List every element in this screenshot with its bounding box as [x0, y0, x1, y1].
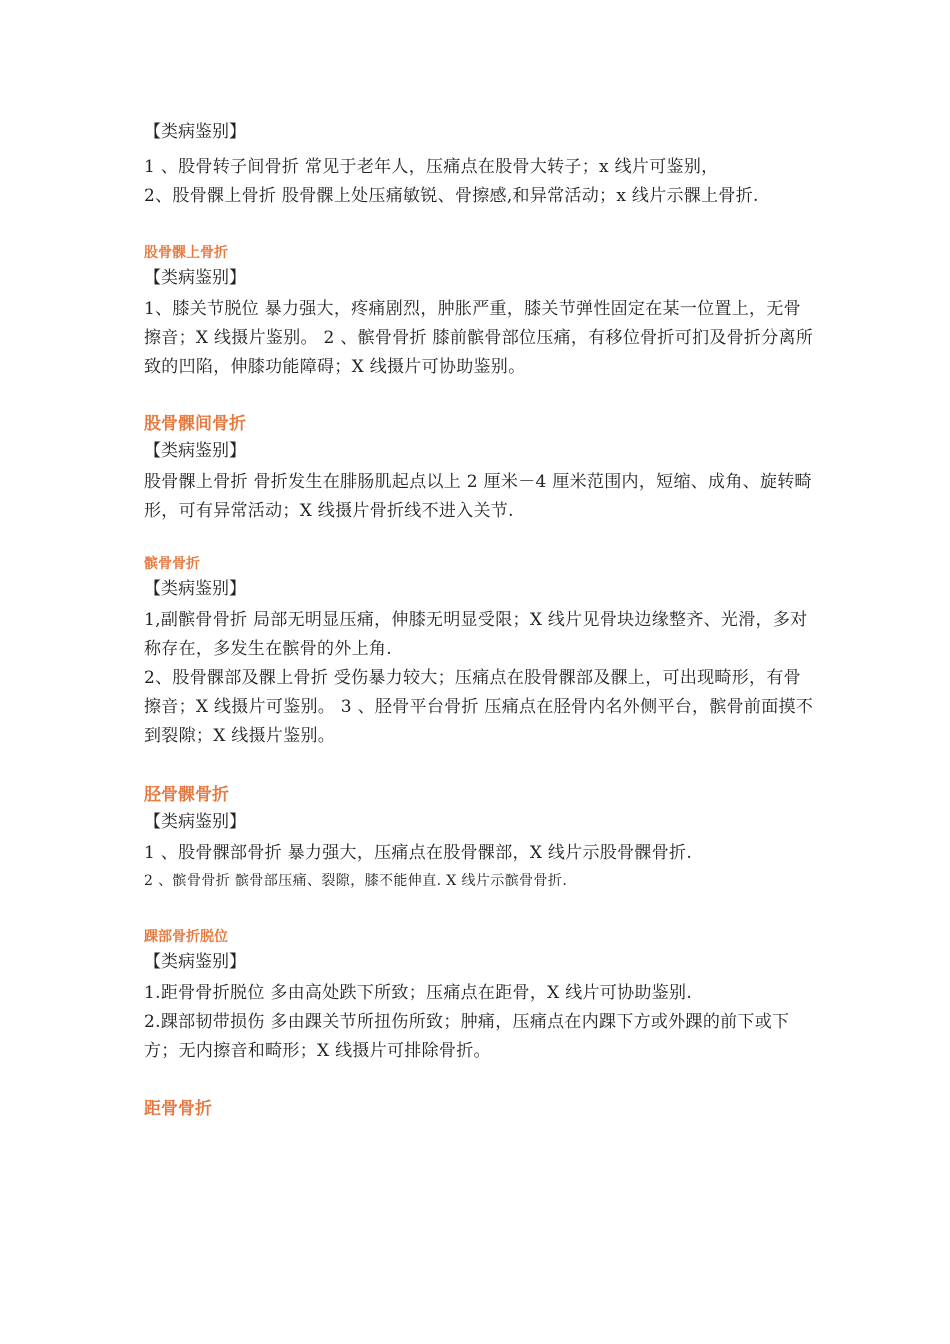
- list-item: 2 、髌骨骨折 髌骨部压痛、裂隙，膝不能伸直. X 线片示髌骨骨折.: [144, 873, 568, 889]
- section-heading: 股骨髁间骨折: [144, 414, 246, 434]
- section-heading: 股骨髁上骨折: [144, 245, 228, 261]
- list-item: 股骨髁上骨折 骨折发生在腓肠肌起点以上 2 厘米－4 厘米范围内，短缩、成角、旋转畸形，可有异常活动；X 线摄片骨折线不进入关节.: [144, 472, 812, 521]
- section-heading: 胫骨髁骨折: [144, 785, 229, 805]
- list-item: 1 、股骨髁部骨折 暴力强大，压痛点在股骨髁部，X 线片示股骨髁骨折.: [144, 843, 693, 863]
- list-item: 2、股骨髁部及髁上骨折 受伤暴力较大；压痛点在股骨髁部及髁上，可出现畸形，有骨擦音；X 线摄片可鉴别。 3 、胫骨平台骨折 压痛点在胫骨内名外侧平台，髌骨前面摸不到裂隙；X 线摄片鉴别。: [144, 668, 814, 746]
- list-item: 2、股骨髁上骨折 股骨髁上处压痛敏锐、骨擦感,和异常活动；x 线片示髁上骨折.: [144, 186, 759, 206]
- list-item: 1、膝关节脱位 暴力强大，疼痛剧烈，肿胀严重，膝关节弹性固定在某一位置上，无骨擦音；X 线摄片鉴别。 2 、髌骨骨折 膝前髌骨部位压痛，有移位骨折可扪及骨折分离所致的凹陷，伸膝功能障碍；X 线摄片可协助鉴别。: [144, 299, 814, 377]
- document-body: [144, 118, 814, 1122]
- section-label: 【类病鉴别】: [144, 952, 246, 972]
- list-item: 2.踝部韧带损伤 多由踝关节所扭伤所致；肿痛，压痛点在内踝下方或外踝的前下或下方；无内擦音和畸形；X 线摄片可排除骨折。: [144, 1012, 790, 1061]
- section-label: 【类病鉴别】: [144, 441, 246, 461]
- section-label: 【类病鉴别】: [144, 579, 246, 599]
- section-heading: 髌骨骨折: [144, 556, 200, 572]
- section-heading: 踝部骨折脱位: [144, 929, 228, 945]
- section-label: 【类病鉴别】: [144, 268, 246, 288]
- section-heading: 距骨骨折: [144, 1099, 212, 1119]
- section-label: 【类病鉴别】: [144, 812, 246, 832]
- section-label: 【类病鉴别】: [144, 122, 246, 142]
- list-item: 1,副髌骨骨折 局部无明显压痛，伸膝无明显受限；X 线片见骨块边缘整齐、光滑，多对称存在，多发生在髌骨的外上角.: [144, 610, 808, 659]
- list-item: 1 、股骨转子间骨折 常见于老年人，压痛点在股骨大转子；x 线片可鉴别，: [144, 157, 719, 177]
- list-item: 1.距骨骨折脱位 多由高处跌下所致；压痛点在距骨，X 线片可协助鉴别.: [144, 983, 693, 1003]
